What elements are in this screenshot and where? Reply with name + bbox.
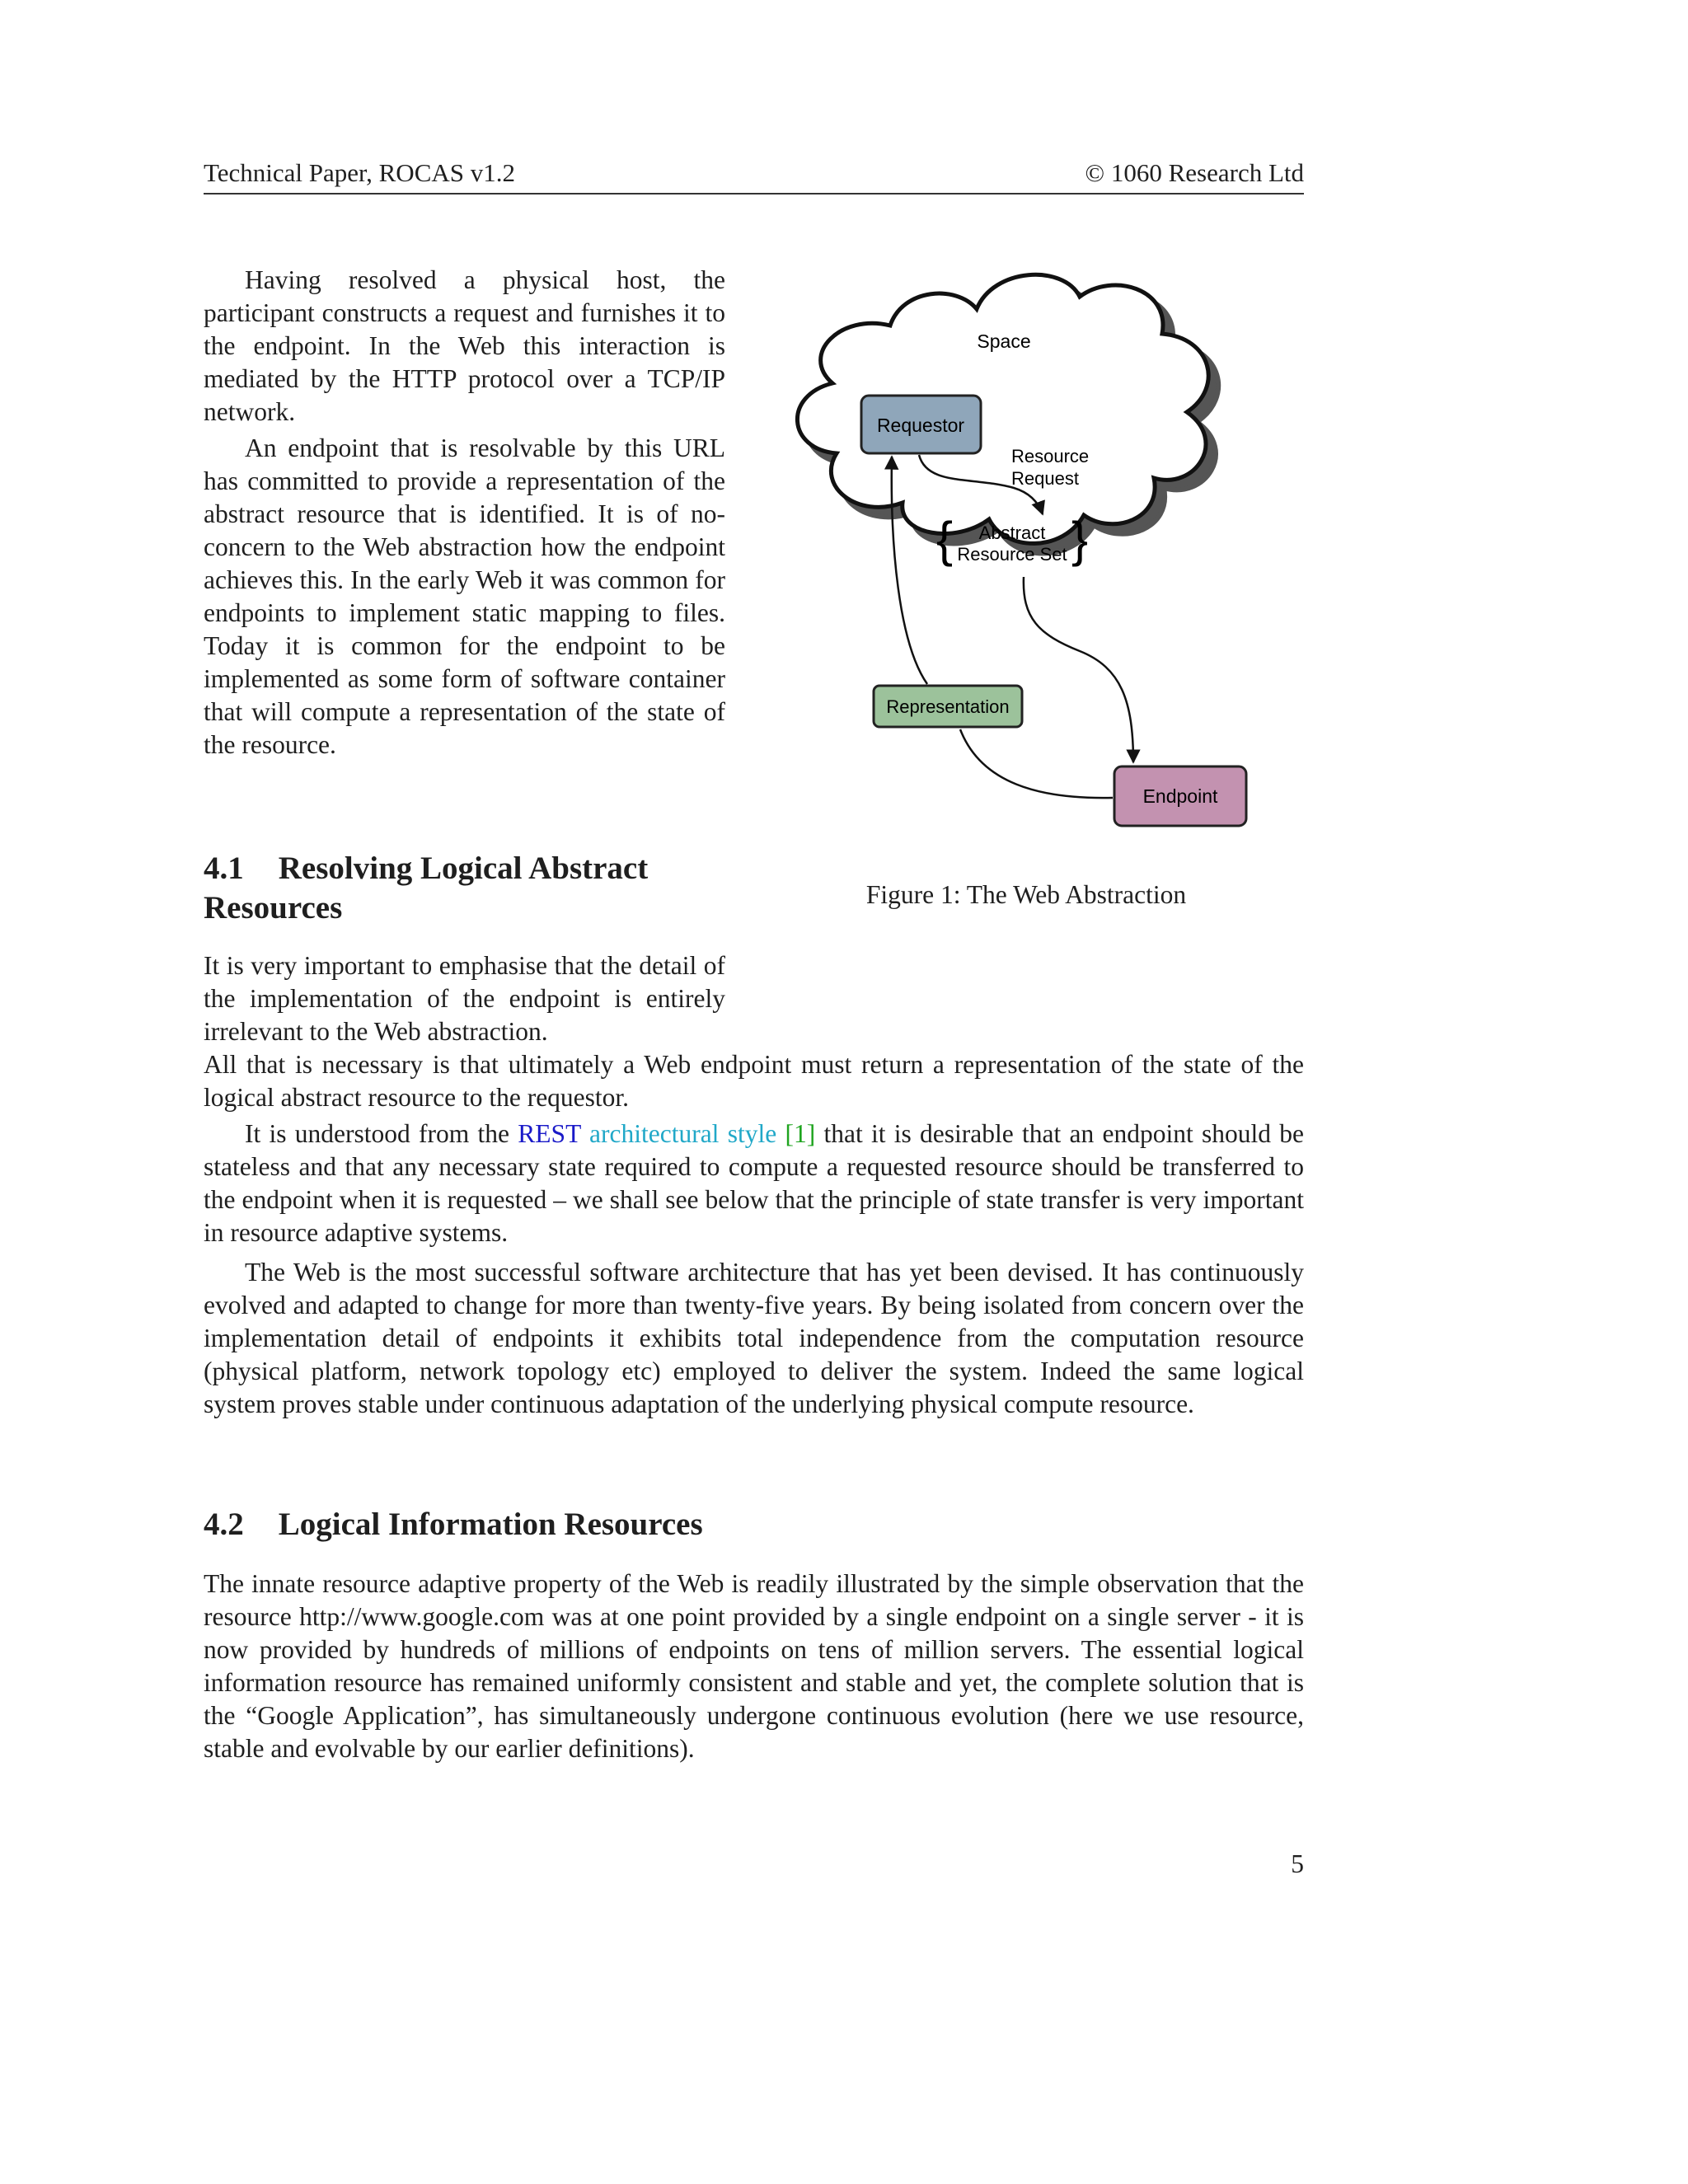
requestor-label: Requestor: [876, 415, 965, 436]
header-title: Technical Paper, ROCAS v1.2: [204, 158, 515, 187]
header-copyright: © 1060 Research Ltd: [1085, 158, 1304, 187]
abstract-resource-label-1: Abstract: [978, 523, 1046, 543]
citation-close-bracket: ]: [806, 1119, 816, 1148]
section-title-line-2: Resources: [204, 890, 343, 926]
web-abstraction-figure: [767, 272, 1286, 841]
resource-request-label-2: Request: [1011, 468, 1079, 489]
intro-paragraph-2: An endpoint that is resolvable by this URL has committed to provide a representation of the abstract resource that is identified. It is of no-concern to the Web abstraction how the endpoint achieves this. In the early Web it was common for endpoints to implement static mapping to files. Today it is common for the endpoint to be implemented as some form of software container that will compute a representation of the state of the resource.: [204, 434, 725, 759]
section-title-line-1: Resolving Logical Abstract: [278, 851, 649, 886]
paragraph-2-rest: that it is desirable that an endpoint should be stateless and that any necessary state required to compute a requested resource should be transferred to the endpoint when it is requested – we shall see below that the principle of state transfer is very important in resource adaptive systems.: [204, 1119, 1305, 1247]
representation-label: Representation: [886, 696, 1010, 717]
endpoint-label: Endpoint: [1142, 785, 1218, 807]
resource-request-label-1: Resource: [1011, 446, 1090, 466]
figure-caption: Figure 1: The Web Abstraction: [865, 880, 1187, 909]
endpoint-representation-line: [960, 729, 1113, 798]
intro-column: [204, 264, 725, 765]
section-title-text: Logical Information Resources: [278, 1507, 703, 1542]
section-number: 4.1: [204, 851, 244, 886]
web-abstraction-diagram: [767, 272, 1286, 841]
left-brace: {: [936, 512, 954, 567]
intro-paragraph-1: Having resolved a physical host, the participant constructs a request and furnishes it to the endpoint. In the Web this interaction is mediated by the HTTP protocol over a TCP/IP network.: [204, 265, 725, 426]
rest-link[interactable]: REST: [518, 1119, 581, 1148]
section-title: [204, 1505, 1304, 1544]
architectural-style-link[interactable]: architectural style: [589, 1119, 777, 1148]
running-header: [204, 157, 1304, 194]
page-number: 5: [1291, 1849, 1304, 1878]
space-label: Space: [977, 330, 1031, 352]
citation-open-bracket: [: [785, 1119, 794, 1148]
section-4-2-paragraph-1: The innate resource adaptive property of the Web is readily illustrated by the simple observation that the resource http://www.google.com was at one point provided by a single endpoint on a single server - it is now provided by hundreds of millions of endpoints on tens of million servers. The essential logical information resource has remained uniformly consistent and stable and yet, the complete solution that is the “Google Application”, has simultaneously undergone continuous evolution (here we use resource, stable and evolvable by our earlier definitions).: [204, 1569, 1304, 1763]
right-brace: }: [1071, 512, 1089, 567]
resolve-arrow: [1024, 577, 1133, 762]
section-number: 4.2: [204, 1507, 244, 1542]
section-4-1-heading: [204, 849, 725, 928]
section-4-1-paragraph-1-narrow: It is very important to emphasise that the detail of the implementation of the endpoint is entirely irrelevant to the Web abstraction.: [204, 951, 725, 1046]
space-cloud: [797, 274, 1208, 543]
section-4-1-paragraph-1-full: All that is necessary is that ultimately a Web endpoint must return a representation of the state of the logical abstract resource to the requestor.: [204, 1050, 1304, 1112]
section-4-1-paragraph-3: The Web is the most successful software architecture that has yet been devised. It has continuously evolved and adapted to change for more than twenty-five years. By being isolated from concern over the implementation detail of endpoints it exhibits total independence from the computation resource (physical platform, network topology etc) employed to deliver the system. Indeed the same logical system proves stable under continuous adaptation of the underlying physical compute resource.: [204, 1258, 1304, 1418]
section-4-1-paragraph-2: [204, 1118, 1304, 1249]
abstract-resource-label-2: Resource Set: [957, 544, 1067, 565]
section-4-2-heading: [204, 1505, 1304, 1544]
paragraph-2-lead: It is understood from the: [245, 1119, 518, 1148]
citation-link[interactable]: 1: [793, 1119, 807, 1148]
section-title: [204, 849, 725, 928]
